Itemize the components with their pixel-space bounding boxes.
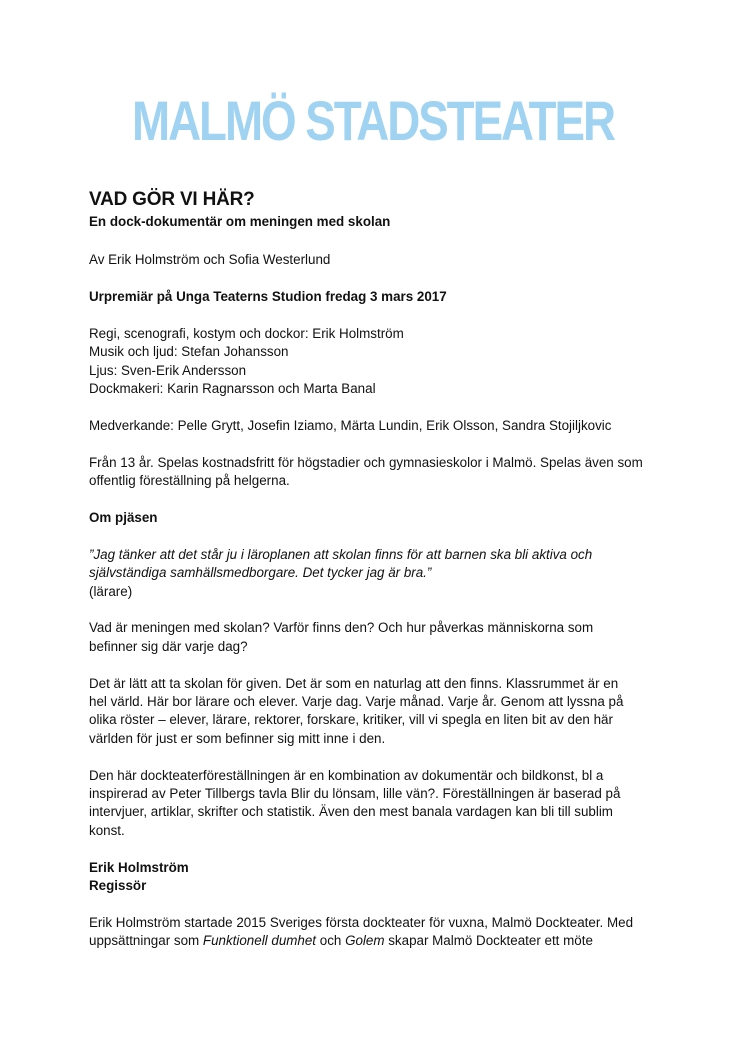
paragraph-line: intervjuer, artiklar, skrifter och statistik. Även den mest banala vardagen kan bli till sublim bbox=[89, 804, 613, 820]
cast-line: Medverkande: Pelle Grytt, Josefin Iziamo, Märta Lundin, Erik Olsson, Sandra Stojiljkovic bbox=[89, 418, 612, 434]
paragraph-line: inspirerad av Peter Tillbergs tavla Blir du lönsam, lille vän?. Föreställningen är baserad på bbox=[89, 786, 621, 802]
audience-line: Från 13 år. Spelas kostnadsfritt för högstadier och gymnasieskolor i Malmö. Spelas även som bbox=[89, 454, 643, 470]
bio-line bbox=[89, 932, 669, 950]
bio-heading bbox=[89, 859, 669, 896]
bio-title-italic: Funktionell dumhet bbox=[202, 933, 317, 949]
credit-line: Musik och ljud: Stefan Johansson bbox=[89, 344, 289, 360]
document-subtitle: En dock-dokumentär om meningen med skolan bbox=[89, 214, 391, 229]
paragraph-line: Det är lätt att ta skolan för given. Det är som en naturlag att den finns. Klassrummet är en bbox=[89, 675, 619, 691]
quote-line: självständiga samhällsmedborgare. Det tycker jag är bra.” bbox=[89, 565, 432, 581]
quote-source: (lärare) bbox=[89, 583, 133, 599]
document-title: VAD GÖR VI HÄR? bbox=[89, 189, 255, 210]
bio-role: Regissör bbox=[89, 878, 147, 894]
bio-title-italic: Golem bbox=[345, 933, 385, 949]
paragraph-line: befinner sig där varje dag? bbox=[89, 638, 248, 654]
audience-block bbox=[89, 454, 669, 491]
bio-name: Erik Holmström bbox=[89, 859, 189, 875]
paragraph-3 bbox=[89, 767, 669, 841]
credit-line: Regi, scenografi, kostym och dockor: Erik Holmström bbox=[89, 326, 404, 341]
bio-paragraph bbox=[89, 914, 669, 951]
premiere-line: Urpremiär på Unga Teaterns Studion fredag 3 mars 2017 bbox=[89, 289, 447, 305]
document-body bbox=[89, 188, 669, 951]
paragraph-line: Vad är meningen med skolan? Varför finns den? Och hur påverkas människorna som bbox=[89, 620, 594, 636]
malmo-stadsteater-logo bbox=[128, 88, 618, 150]
bio-text: och bbox=[316, 933, 346, 949]
paragraph-line: konst. bbox=[89, 822, 125, 838]
audience-line: offentlig föreställning på helgerna. bbox=[89, 473, 290, 489]
bio-text: uppsättningar som bbox=[89, 933, 203, 949]
paragraph-1 bbox=[89, 619, 669, 656]
logo-wordmark: MALMÖ STADSTEATER bbox=[132, 89, 616, 152]
authors-line: Av Erik Holmström och Sofia Westerlund bbox=[89, 252, 331, 268]
bio-text: skapar Malmö Dockteater ett möte bbox=[384, 933, 593, 949]
credit-line: Dockmakeri: Karin Ragnarsson och Marta Banal bbox=[89, 381, 376, 397]
credit-line: Ljus: Sven-Erik Andersson bbox=[89, 362, 247, 378]
quote-block bbox=[89, 546, 669, 601]
paragraph-2 bbox=[89, 675, 669, 749]
quote-line: ”Jag tänker att det står ju i läroplanen att skolan finns för att barnen ska bli aktiva och bbox=[89, 546, 593, 562]
bio-line: Erik Holmström startade 2015 Sveriges första dockteater för vuxna, Malmö Dockteater. Med bbox=[89, 914, 634, 930]
paragraph-line: världen för just er som befinner sig mitt inne i den. bbox=[89, 730, 386, 746]
credits-block bbox=[89, 325, 669, 399]
paragraph-line: hel värld. Här bor lärare och elever. Varje dag. Varje månad. Varje år. Genom att lyssna på bbox=[89, 694, 624, 710]
paragraph-line: olika röster – elever, lärare, rektorer, forskare, kritiker, vill vi spegla en liten bit av den här bbox=[89, 712, 613, 728]
paragraph-line: Den här dockteaterföreställningen är en kombination av dokumentär och bildkonst, bl a bbox=[89, 767, 604, 783]
about-heading: Om pjäsen bbox=[89, 510, 158, 526]
